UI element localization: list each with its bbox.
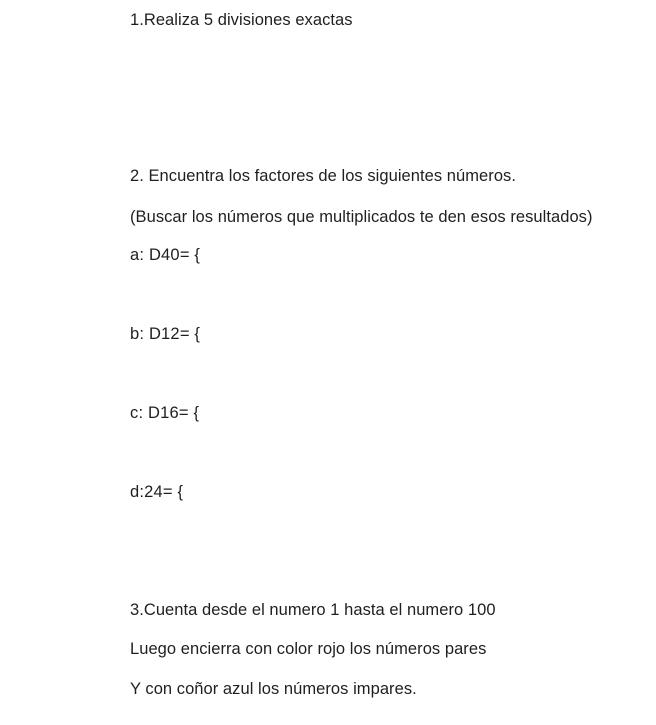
section-2-note: (Buscar los números que multiplicados te den esos resultados) (130, 208, 593, 226)
factor-item-d: d:24= { (130, 483, 184, 501)
section-3-title: 3.Cuenta desde el numero 1 hasta el numero 100 (130, 601, 496, 619)
factor-item-c: c: D16= { (130, 404, 200, 422)
section-3-line-2: Luego encierra con color rojo los números pares (130, 640, 487, 658)
factor-item-a: a: D40= { (130, 246, 201, 264)
factor-item-b: b: D12= { (130, 325, 201, 343)
section-3-line-3: Y con coñor azul los números impares. (130, 680, 417, 698)
section-1-title: 1.Realiza 5 divisiones exactas (130, 11, 353, 29)
section-2-title: 2. Encuentra los factores de los siguientes números. (130, 167, 516, 185)
